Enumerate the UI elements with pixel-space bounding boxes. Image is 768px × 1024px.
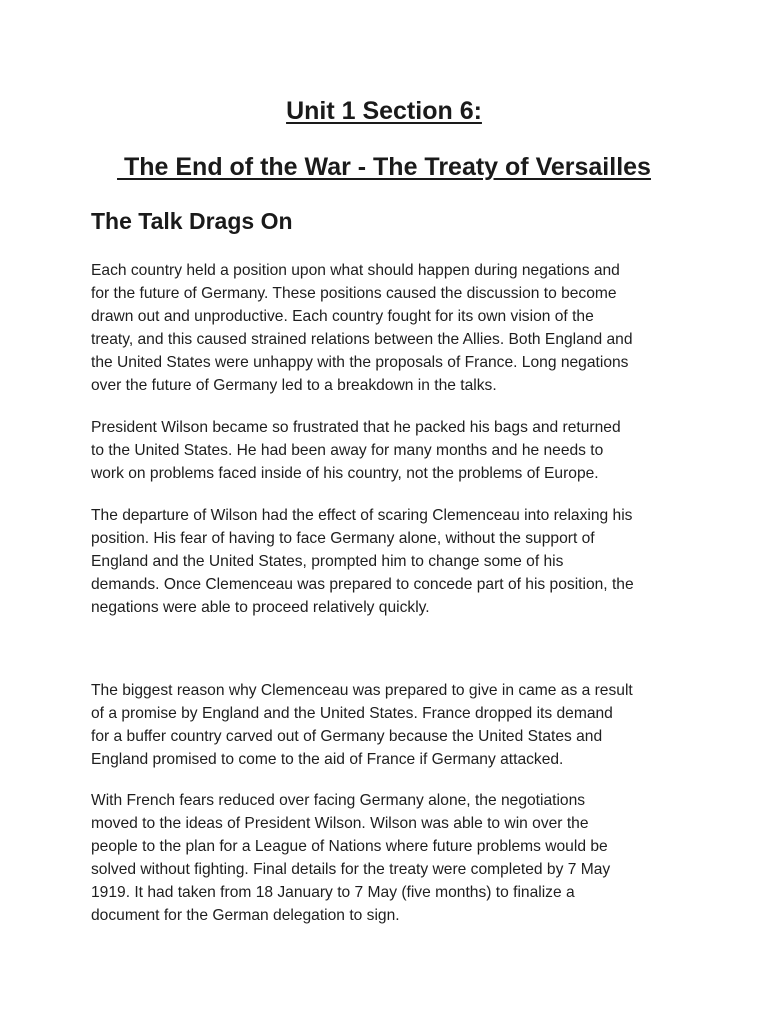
text-line: solved without fighting. Final details for the treaty were completed by 7 May [91,861,611,878]
text-line: document for the German delegation to sign. [91,907,400,924]
text-line: treaty, and this caused strained relations between the Allies. Both England and [91,331,633,348]
text-line: for the future of Germany. These positions caused the discussion to become [91,285,617,302]
paragraph-4 [91,679,691,771]
text-line: for a buffer country carved out of Germany because the United States and [91,728,603,745]
text-line: The departure of Wilson had the effect of scaring Clemenceau into relaxing his [91,507,633,524]
text-line: to the United States. He had been away for many months and he needs to [91,442,604,459]
document-title-line-2: The End of the War - The Treaty of Versailles [117,153,651,181]
text-line: Each country held a position upon what should happen during negations and [91,262,620,279]
text-line: position. His fear of having to face Germany alone, without the support of [91,530,595,547]
text-line: demands. Once Clemenceau was prepared to concede part of his position, the [91,576,634,593]
paragraph-1 [91,259,691,397]
text-line: With French fears reduced over facing Germany alone, the negotiations [91,792,586,809]
text-line: work on problems faced inside of his country, not the problems of Europe. [91,465,599,482]
text-line: England promised to come to the aid of France if Germany attacked. [91,751,564,768]
paragraph-3 [91,504,691,619]
text-line: of a promise by England and the United States. France dropped its demand [91,705,613,722]
text-line: drawn out and unproductive. Each country fought for its own vision of the [91,308,594,325]
text-line: the United States were unhappy with the proposals of France. Long negations [91,354,629,371]
text-line: The biggest reason why Clemenceau was prepared to give in came as a result [91,682,633,699]
text-line: moved to the ideas of President Wilson. Wilson was able to win over the [91,815,589,832]
text-line: President Wilson became so frustrated that he packed his bags and returned [91,419,621,436]
section-heading: The Talk Drags On [91,208,293,234]
text-line: England and the United States, prompted him to change some of his [91,553,564,570]
text-line: negations were able to proceed relatively quickly. [91,599,430,616]
paragraph-5 [91,789,691,927]
text-line: people to the plan for a League of Nations where future problems would be [91,838,608,855]
document-title-line-1: Unit 1 Section 6: [286,97,482,125]
text-line: over the future of Germany led to a breakdown in the talks. [91,377,497,394]
paragraph-2 [91,416,691,485]
text-line: 1919. It had taken from 18 January to 7 May (five months) to finalize a [91,884,575,901]
